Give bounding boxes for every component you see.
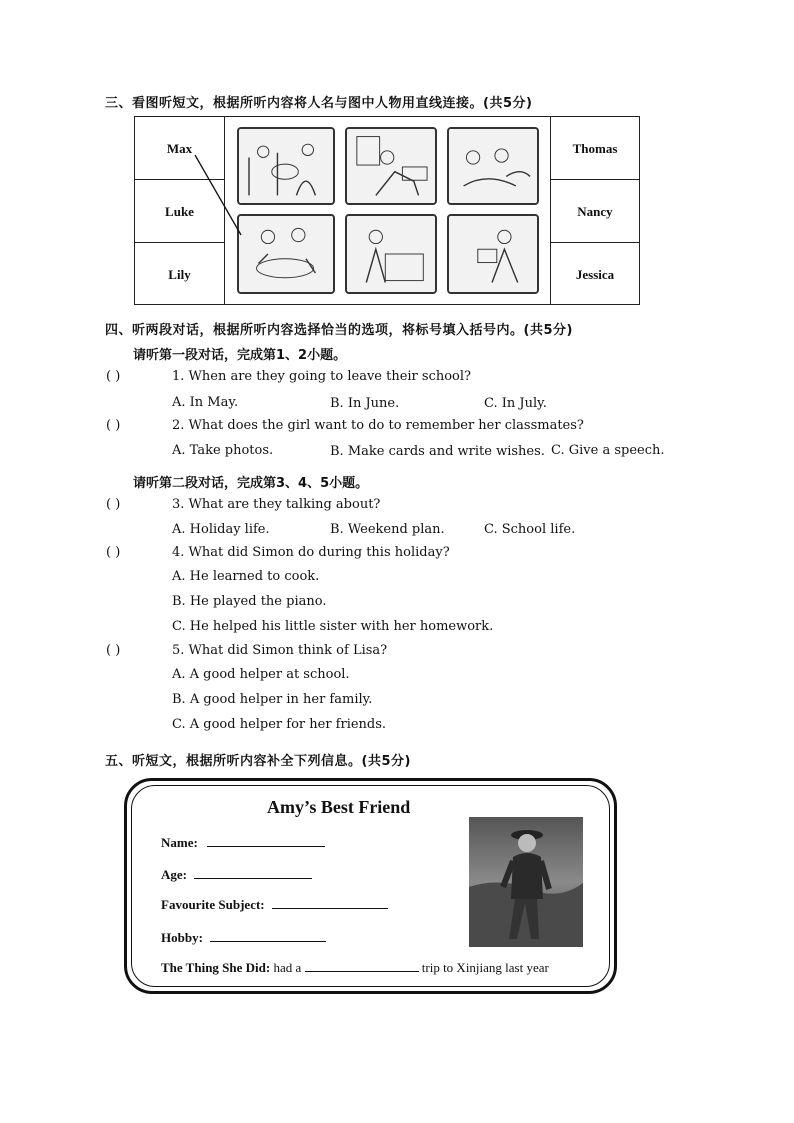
section4-title: 四、听两段对话，根据所听内容选择恰当的选项，将标号填入括号内。(共5分) [105, 323, 573, 338]
answer-paren[interactable]: ( ) [106, 497, 121, 512]
picture-6-reading-outside [447, 214, 539, 294]
name-thomas: Thomas [572, 141, 618, 156]
question-text: 2. What does the girl want to do to remember her classmates? [172, 418, 584, 433]
thing-prefix: had a [273, 960, 302, 975]
table-divider [224, 117, 225, 304]
name-row [161, 834, 325, 851]
picture-4-cooking-family [237, 214, 335, 294]
name-label: Name: [161, 835, 198, 850]
thing-blank[interactable] [305, 959, 419, 972]
option: A. In May. [172, 395, 239, 410]
answer-paren[interactable]: ( ) [106, 418, 121, 433]
option: A. A good helper at school. [172, 667, 350, 682]
subject-label: Favourite Subject: [161, 897, 265, 912]
info-card [124, 778, 617, 994]
option: A. Take photos. [172, 443, 274, 458]
table-divider [135, 179, 224, 180]
part2-instruction: 请听第二段对话，完成第3、4、5小题。 [133, 476, 369, 491]
table-divider [550, 179, 640, 180]
question-text: 4. What did Simon do during this holiday? [172, 545, 450, 560]
option: C. School life. [484, 522, 576, 537]
option: C. Give a speech. [551, 443, 665, 458]
option: A. He learned to cook. [172, 569, 320, 584]
option: B. Make cards and write wishes. [330, 444, 545, 459]
section5-title: 五、听短文，根据所听内容补全下列信息。(共5分) [105, 754, 411, 769]
name-blank[interactable] [207, 834, 325, 847]
thing-suffix: trip to Xinjiang last year [421, 960, 549, 975]
name-max: Max [166, 141, 193, 156]
option: C. In July. [484, 396, 547, 411]
matching-table [134, 116, 640, 305]
section3-title: 三、看图听短文，根据所听内容将人名与图中人物用直线连接。(共5分) [105, 96, 533, 111]
age-blank[interactable] [194, 866, 312, 879]
name-nancy: Nancy [577, 204, 613, 219]
hobby-blank[interactable] [210, 929, 326, 942]
table-divider [135, 242, 224, 243]
option: B. In June. [330, 396, 400, 411]
option: B. He played the piano. [172, 594, 327, 609]
part1-instruction: 请听第一段对话，完成第1、2小题。 [133, 348, 347, 363]
picture-1-feeding-animals [237, 127, 335, 205]
answer-paren[interactable]: ( ) [106, 369, 121, 384]
option: C. He helped his little sister with her homework. [172, 619, 494, 634]
option: A. Holiday life. [172, 522, 270, 537]
age-label: Age: [161, 867, 187, 882]
answer-paren[interactable]: ( ) [106, 545, 121, 560]
hobby-label: Hobby: [161, 930, 203, 945]
name-jessica: Jessica [575, 267, 615, 282]
picture-3-playing-outdoors [447, 127, 539, 205]
card-title: Amy’s Best Friend [267, 797, 411, 817]
subject-row [161, 896, 388, 913]
option: C. A good helper for her friends. [172, 717, 387, 732]
table-divider [550, 242, 640, 243]
girl-hiking-photo [469, 817, 583, 947]
picture-5-kitchen [345, 214, 437, 294]
option: B. Weekend plan. [330, 522, 445, 537]
picture-2-desk-study [345, 127, 437, 205]
name-lily: Lily [168, 267, 191, 282]
age-row [161, 866, 312, 883]
hobby-row [161, 929, 326, 946]
name-luke: Luke [165, 204, 194, 219]
answer-paren[interactable]: ( ) [106, 643, 121, 658]
question-text: 1. When are they going to leave their school? [172, 369, 472, 384]
question-text: 5. What did Simon think of Lisa? [172, 643, 388, 658]
thing-label: The Thing She Did: [161, 960, 271, 975]
subject-blank[interactable] [272, 896, 388, 909]
thing-row [161, 959, 549, 976]
option: B. A good helper in her family. [172, 692, 373, 707]
question-text: 3. What are they talking about? [172, 497, 381, 512]
